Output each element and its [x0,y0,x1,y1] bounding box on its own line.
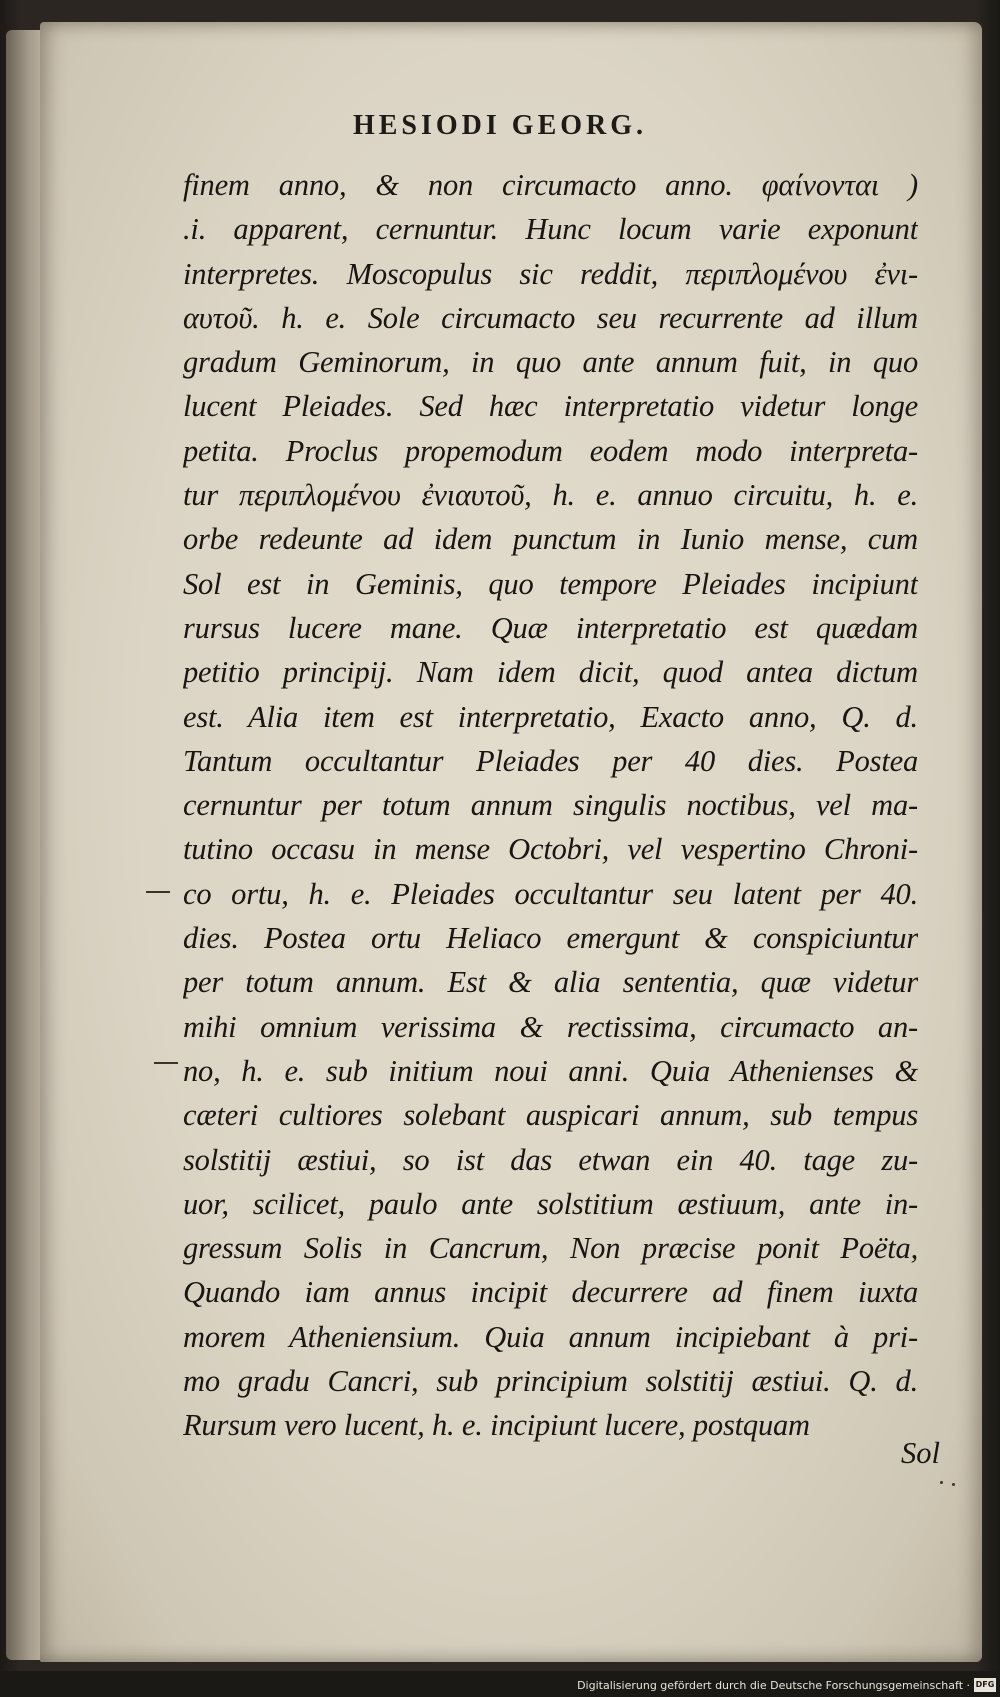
text-line: Tantum occultantur Pleiades per 40 dies. Postea [183,743,918,778]
text-line: interpretes. Moscopulus sic reddit, περιπλομένου ἐνι- [183,256,918,291]
dfg-logo-icon: DFG [974,1678,996,1692]
text-line: .i. apparent, cernuntur. Hunc locum varie exponunt [183,212,918,247]
text-line: petita. Proclus propemodum eodem modo interpreta- [183,433,918,468]
text-line: Sol est in Geminis, quo tempore Pleiades incipiunt [183,566,918,601]
text-block [183,163,918,1448]
text-line: gradum Geminorum, in quo ante annum fuit, in quo [183,345,918,380]
text-line: Rursum vero lucent, h. e. incipiunt lucere, postquam [183,1408,810,1443]
text-line: morem Atheniensium. Quia annum incipiebant à pri- [183,1319,918,1354]
text-line: cæteri cultiores solebant auspicari annum, sub tempus [183,1098,918,1133]
text-line: finem anno, & non circumacto anno. φαίνονται ) [183,168,918,202]
text-line: orbe redeunte ad idem punctum in Iunio mense, cum [183,522,918,557]
text-line: rursus lucere mane. Quæ interpretatio est quædam [183,610,918,645]
text-line: mihi omnium verissima & rectissima, circumacto an- [183,1009,918,1044]
margin-mark [154,1062,178,1064]
text-line: mo gradu Cancri, sub principium solstitij æstiui. Q. d. [183,1364,918,1399]
text-line: lucent Pleiades. Sed hæc interpretatio videtur longe [183,389,918,424]
text-line: no, h. e. sub initium noui anni. Quia Athenienses & [183,1053,918,1088]
text-line: petitio principij. Nam idem dicit, quod antea dictum [183,655,918,690]
text-line: solstitij æstiui, so ist das etwan ein 40. tage zu- [183,1142,918,1177]
text-line: tur περιπλομένου ἐνιαυτοῦ, h. e. annuo circuitu, h. e. [183,478,918,513]
running-head: HESIODI GEORG. [352,110,648,141]
catchword: Sol [901,1436,940,1470]
footer-credit: Digitalisierung gefördert durch die Deutsche Forschungsgemeinschaft · [577,1679,970,1692]
text-line: Quando iam annus incipit decurrere ad finem iuxta [183,1275,918,1310]
ink-speck [952,1483,955,1486]
text-line: tutino occasu in mense Octobri, vel vespertino Chroni- [183,832,918,867]
text-line: per totum annum. Est & alia sententia, quæ videtur [183,965,918,1000]
text-line: gressum Solis in Cancrum, Non præcise ponit Poëta, [183,1231,918,1266]
text-line: cernuntur per totum annum singulis noctibus, vel ma- [183,788,918,823]
text-line: co ortu, h. e. Pleiades occultantur seu latent per 40. [183,876,918,911]
margin-mark [146,891,170,893]
ink-speck [940,1481,943,1484]
text-line: est. Alia item est interpretatio, Exacto anno, Q. d. [183,699,918,734]
text-line: uor, scilicet, paulo ante solstitium æstiuum, ante in- [183,1186,918,1221]
text-line: dies. Postea ortu Heliaco emergunt & conspiciuntur [183,921,918,956]
text-line: αυτοῦ. h. e. Sole circumacto seu recurrente ad illum [183,300,918,335]
